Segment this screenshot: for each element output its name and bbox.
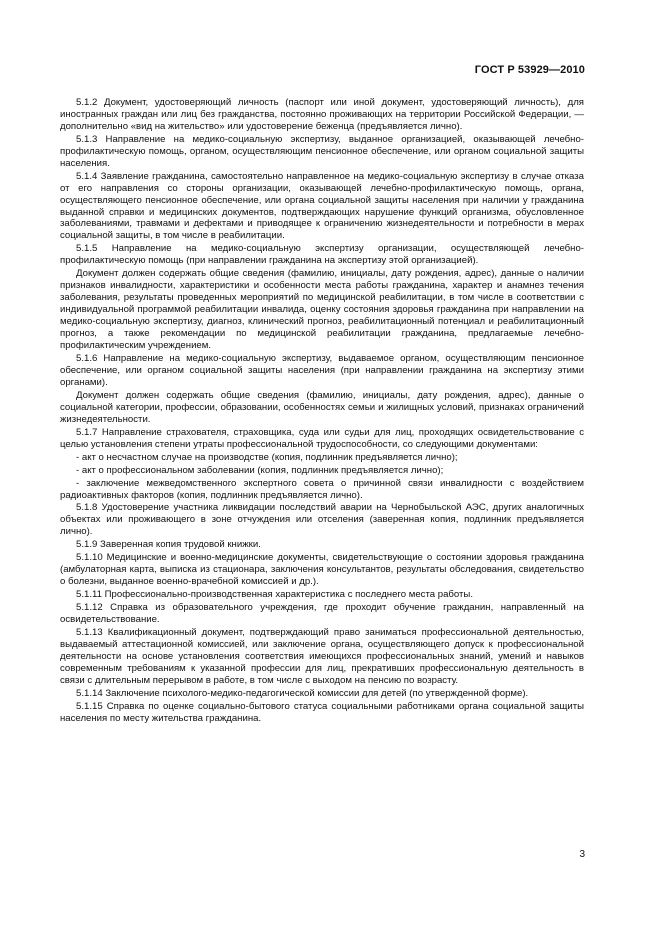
document-body [60, 97, 584, 726]
paragraph-5-1-6: 5.1.6 Направление на медико-социальную экспертизу, выдаваемое органом, осуществляющим пенсионное обеспечение, или органом социальной защиты населения (при направлении гражданина на экспертизу этими органами). [60, 352, 584, 388]
paragraph-5-1-5: 5.1.5 Направление на медико-социальную экспертизу организации, осуществляющей лечебно-профилактическую помощь (при направлении гражданина на экспертизу этой организацией). [60, 243, 584, 267]
paragraph-5-1-13: 5.1.13 Квалификационный документ, подтверждающий право заниматься профессиональной деятельностью, выдаваемый аттестационной комиссией, или заключение органа, осуществляющего допуск к профессиональной деятельности на основе установления соответствия имеющихся профессиональных знаний, умений и навыков современным требованиям к указанной профессии для лиц, прекративших профессиональную деятельность в связи с длительным перерывом в работе, в том числе с выходом на пенсию по возрасту. [60, 627, 584, 687]
paragraph-5-1-4: 5.1.4 Заявление гражданина, самостоятельно направленное на медико-социальную экспертизу в случае отказа от его направления со стороны организации, оказывающей лечебно-профилактическую помощь, органа, осуществляющего пенсионное обеспечение, или органа социальной защиты населения при наличии у гражданина выданной справки и медицинских документов, подтверждающих нарушение функций организма, обусловленное заболеваниями, травмами и дефектами и приводящее к ограничению жизнедеятельности и потребности в мерах социальной защиты, в том числе в реабилитации. [60, 170, 584, 242]
list-item: - акт о несчастном случае на производстве (копия, подлинник предъявляется лично); [76, 451, 458, 463]
list-item: - заключение межведомственного экспертного совета о причинной связи инвалидности с воздействием радиоактивных факторов (копия, подлинник предъявляется лично). [60, 477, 584, 501]
paragraph-5-1-7: 5.1.7 Направление страхователя, страховщика, суда или судьи для лиц, проходящих освидетельствование с целью установления степени утраты профессиональной трудоспособности, со следующими документами: [60, 426, 584, 450]
paragraph-5-1-15: 5.1.15 Справка по оценке социально-бытового статуса социальными работниками органа социальной защиты населения по месту жительства гражданина. [60, 701, 584, 725]
paragraph-5-1-3: 5.1.3 Направление на медико-социальную экспертизу, выданное организацией, оказывающей лечебно-профилактическую помощь, органом, осуществляющим пенсионное обеспечение, или органом социальной защиты населения. [60, 133, 584, 169]
paragraph-5-1-2: 5.1.2 Документ, удостоверяющий личность (паспорт или иной документ, удостоверяющий личность), для иностранных граждан или лиц без гражданства, постоянно проживающих на территории Российской Федерации, — дополнительно «вид на жительство» или удостоверение беженца (предъявляется лично). [60, 97, 584, 132]
page-number: 3 [579, 849, 585, 860]
paragraph-5-1-10: 5.1.10 Медицинские и военно-медицинские документы, свидетельствующие о состоянии здоровья гражданина (амбулаторная карта, выписка из стационара, заключения консультантов, результаты обследования, свидетельство о болезни, выданное военно-врачебной комиссией и др.). [60, 552, 584, 588]
paragraph-5-1-11: 5.1.11 Профессионально-производственная характеристика с последнего места работы. [76, 589, 473, 601]
paragraph-5-1-6-details: Документ должен содержать общие сведения (фамилию, инициалы, дату рождения, адрес), данные о социальной категории, профессии, образовании, особенностях семьи и жилищных условий, признаках ограничений жизнедеятельности. [60, 389, 584, 425]
paragraph-5-1-14: 5.1.14 Заключение психолого-медико-педагогической комиссии для детей (по утвержденной форме). [76, 688, 529, 700]
document-id-header: ГОСТ Р 53929—2010 [474, 64, 585, 76]
paragraph-5-1-8: 5.1.8 Удостоверение участника ликвидации последствий аварии на Чернобыльской АЭС, других аналогичных объектах или проживающего в зоне отчуждения или отселения (заверенная копия, подлинник предъявляется лично). [60, 502, 584, 538]
list-item: - акт о профессиональном заболевании (копия, подлинник предъявляется лично); [76, 464, 444, 476]
paragraph-5-1-9: 5.1.9 Заверенная копия трудовой книжки. [76, 539, 261, 551]
paragraph-5-1-5-details: Документ должен содержать общие сведения (фамилию, инициалы, дату рождения, адрес), данные о наличии признаков инвалидности, характеристики и особенности места работы гражданина, характер и анамнез течения заболевания, результаты проведенных мероприятий по медицинской реабилитации, в том числе в соответствии с индивидуальной программой реабилитации инвалида, оценку состояния здоровья гражданина при направлении на медико-социальную экспертизу, диагноз, клинический прогноз, реабилитационный потенциал и реабилитационный прогноз, а также рекомендации по медицинской реабилитации гражданина, предлагаемые лечебно-профилактическим учреждением. [60, 268, 584, 351]
paragraph-5-1-12: 5.1.12 Справка из образовательного учреждения, где проходит обучение гражданин, направленный на освидетельствование. [60, 602, 584, 626]
